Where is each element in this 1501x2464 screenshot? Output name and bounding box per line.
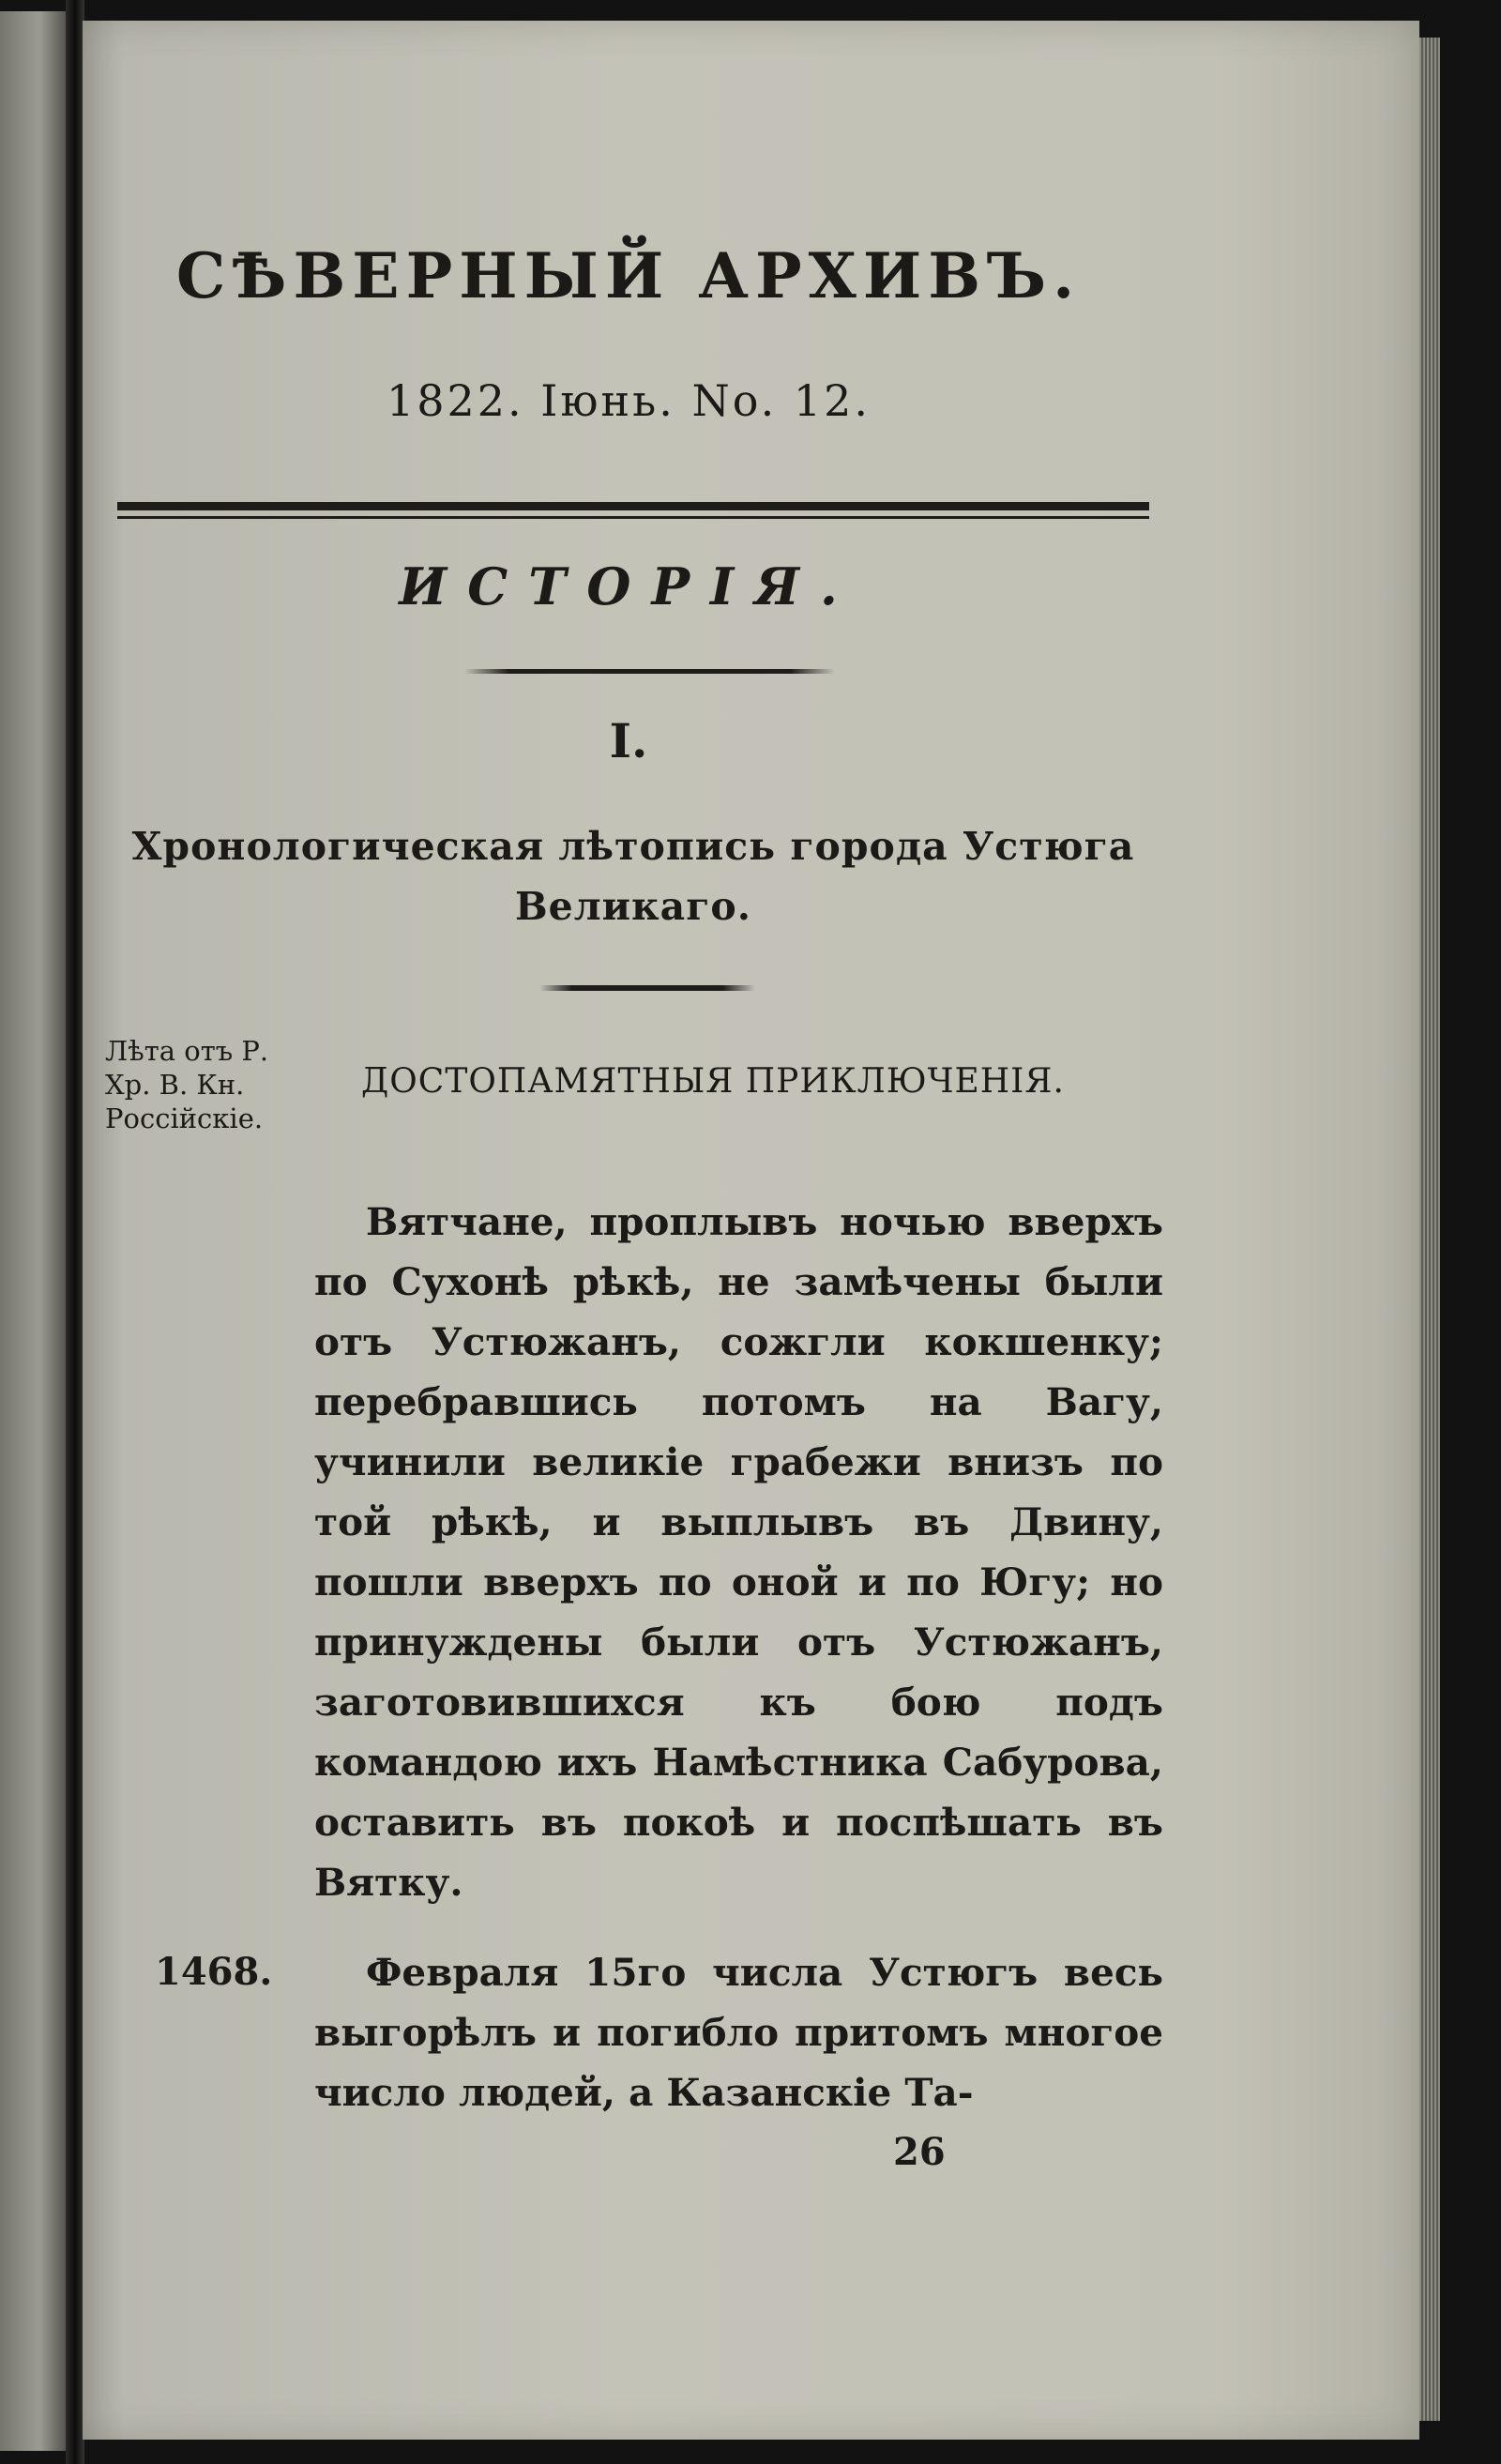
page-number: 26 [893,2130,946,2174]
caption-line-1: Лѣта отъ Р. [105,1035,269,1067]
section-heading: ИСТОРІЯ. [399,556,858,616]
header-rule-thin [117,516,1149,519]
left-page-edge [0,11,66,2451]
page-stack-edge [1419,38,1440,2421]
caption-line-2: Хр. В. Кн. [105,1069,245,1101]
margin-column-caption [105,1034,330,1135]
journal-title: СѢВЕРНЫЙ АРХИВЪ. [175,239,1082,312]
section-divider [464,669,835,674]
header-rule-thick [117,502,1149,510]
article-divider [539,985,755,991]
issue-line: 1822. Іюнь. No. 12. [386,375,871,426]
subheading: ДОСТОПАМЯТНЫЯ ПРИКЛЮЧЕНІЯ. [361,1062,1065,1101]
article-title: Хронологическая лѣтопись города Устюга Великаго. [131,824,1135,929]
paragraph-1: Вятчане, проплывъ ночью вверхъ по Сухонѣ рѣкѣ, не замѣчены были отъ Устюжанъ, сожгли кокшенку; перебравшись потомъ на Вагу, учинили великіе грабежи внизъ по той рѣкѣ, и выплывъ въ Двину, пошли вверхъ по оной и по Югу; но принуждены были отъ Устюжанъ, заготовившихся къ бою подъ командою ихъ Намѣстника Сабурова, оставить въ покоѣ и поспѣшать въ Вятку. [314,1199,1163,1905]
caption-line-3: Россійскіе. [105,1103,264,1134]
margin-year: 1468. [155,1950,273,1994]
paragraph-2: Февраля 15го числа Устюгъ весь выгорѣлъ и погибло притомъ многое число людей, а Казанскіе Та- [314,1950,1163,2115]
article-number: I. [609,713,648,768]
book-gutter [66,0,84,2464]
